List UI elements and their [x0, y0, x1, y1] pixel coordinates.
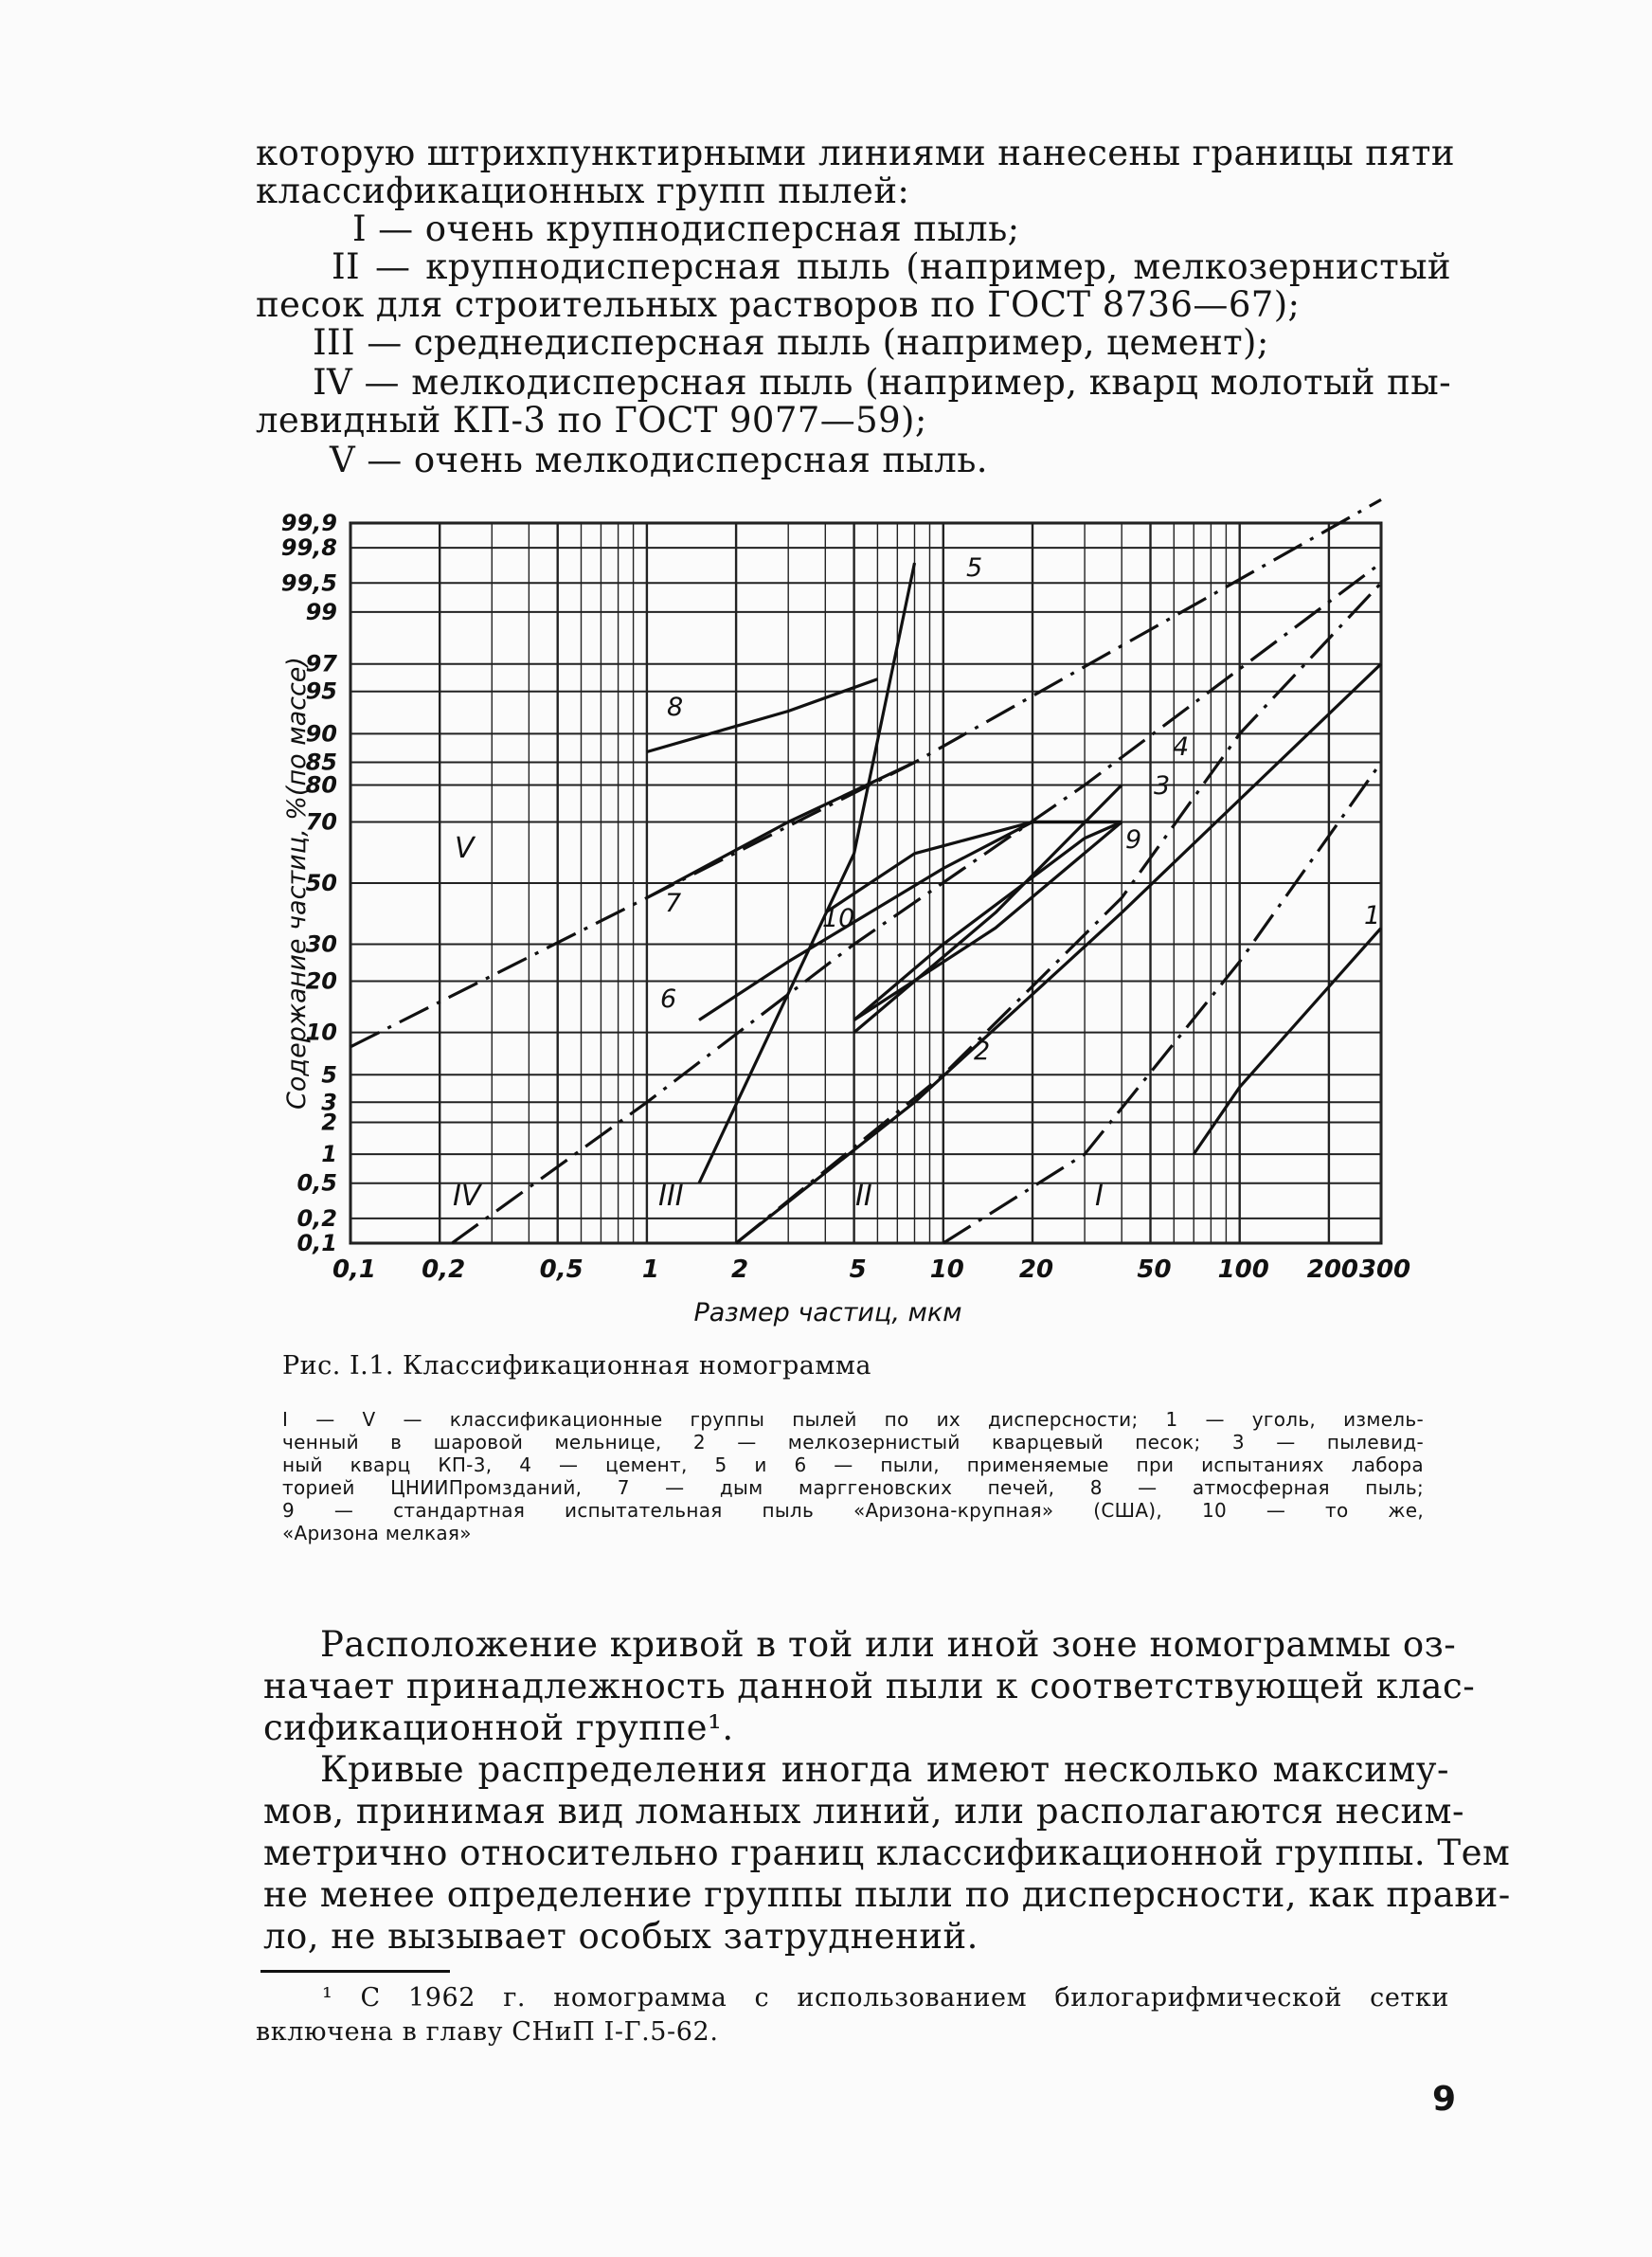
x-tick-label: 10	[929, 1255, 964, 1284]
curve-label-1: 1	[1364, 901, 1381, 930]
x-tick-label: 0,1	[332, 1255, 377, 1284]
footnote-line-2: включена в главу СНиП I-Г.5-62.	[256, 2017, 719, 2047]
x-axis-label: Размер частиц, мкм	[693, 1298, 962, 1327]
nomogram-chart	[0, 493, 1652, 1345]
curve-label-2: 2	[974, 1037, 991, 1066]
curves	[647, 563, 1381, 1243]
zone-label-IV: IV	[453, 1180, 481, 1213]
curve-2	[736, 664, 1381, 1243]
legend-line-3: ный кварц КП-3, 4 — цемент, 5 и 6 — пыли, применяемые при испытаниях лабора	[282, 1454, 1424, 1476]
curve-label-8: 8	[667, 693, 684, 722]
group-2-text-b: песок для строительных растворов по ГОСТ 8736—67);	[256, 284, 1301, 325]
legend-line-5: 9 — стандартная испытательная пыль «Аризона-крупная» (США), 10 — то же,	[282, 1499, 1424, 1522]
y-tick-label: 90	[305, 720, 337, 748]
footnote-rule	[260, 1970, 450, 1973]
paragraph-2-line-1: Кривые распределения иногда имеют несколько максиму-	[320, 1749, 1449, 1790]
y-tick-label: 2	[321, 1109, 337, 1136]
curve-label-10: 10	[822, 904, 855, 933]
y-tick-label: 99,9	[280, 510, 337, 536]
grid	[350, 523, 1381, 1243]
intro-line-1: которую штрихпунктирными линиями нанесены границы пяти	[256, 133, 1455, 173]
y-tick-label: 3	[321, 1089, 337, 1116]
curve-1	[1194, 928, 1381, 1154]
figure-caption-title: Рис. I.1. Классификационная номограмма	[282, 1351, 871, 1381]
paragraph-2-line-2: мов, принимая вид ломаных линий, или располагаются несим-	[263, 1791, 1464, 1832]
zone-label-I: I	[1095, 1180, 1104, 1213]
intro-line-2: классификационных групп пылей:	[256, 171, 910, 211]
y-tick-label: 99,8	[280, 534, 337, 562]
x-tick-label: 0,5	[539, 1255, 584, 1284]
paragraph-2-line-3: метрично относительно границ классификационной группы. Тем	[263, 1833, 1511, 1873]
page-number: 9	[1432, 2080, 1457, 2119]
curve-6	[699, 822, 1122, 1020]
curve-5	[699, 563, 915, 1183]
x-tick-label: 0,2	[422, 1255, 466, 1284]
x-tick-label: 100	[1217, 1255, 1269, 1284]
curve-label-3: 3	[1154, 771, 1171, 801]
y-tick-label: 0,2	[296, 1204, 337, 1232]
legend-line-1: I — V — классификационные группы пылей по их дисперсности; 1 — уголь, измель-	[282, 1408, 1424, 1431]
chart-labels	[282, 553, 1380, 1327]
y-tick-label: 0,1	[296, 1230, 337, 1256]
paragraph-1-line-3: сификационной группе¹.	[263, 1707, 734, 1748]
zone-label-V: V	[455, 832, 475, 865]
y-tick-label: 30	[305, 930, 337, 958]
group-1-text: I — очень крупнодисперсная пыль;	[352, 208, 1020, 249]
y-tick-label: 0,5	[296, 1169, 337, 1197]
group-5-text: V — очень мелкодисперсная пыль.	[330, 440, 988, 480]
x-tick-label: 200	[1306, 1255, 1359, 1284]
x-tick-label: 20	[1018, 1255, 1054, 1284]
y-tick-label: 99	[305, 598, 337, 625]
zone-label-II: II	[855, 1180, 872, 1213]
paragraph-2-line-5: ло, не вызывает особых затруднений.	[263, 1916, 979, 1957]
y-tick-label: 20	[305, 967, 337, 995]
curve-label-5: 5	[966, 553, 983, 583]
curve-label-6: 6	[660, 984, 677, 1014]
legend-line-6: «Аризона мелкая»	[282, 1522, 472, 1544]
footnote-line-1: ¹ С 1962 г. номограмма с использованием билогарифмической сетки	[322, 1983, 1449, 2013]
curve-label-7: 7	[665, 889, 682, 918]
paragraph-1-line-1: Расположение кривой в той или иной зоне номограммы оз-	[320, 1624, 1457, 1665]
x-tick-label: 5	[849, 1255, 867, 1284]
paragraph-1-line-2: начает принадлежность данной пыли к соответствующей клас-	[263, 1666, 1476, 1706]
zone-boundary-line	[452, 563, 1381, 1243]
x-tick-label: 300	[1358, 1255, 1411, 1284]
x-tick-label: 50	[1137, 1255, 1172, 1284]
group-4-text-a: IV — мелкодисперсная пыль (например, кварц молотый пы-	[313, 362, 1451, 403]
legend-line-2: ченный в шаровой мельнице, 2 — мелкозернистый кварцевый песок; 3 — пылевид-	[282, 1431, 1424, 1454]
legend-line-4: торией ЦНИИПромзданий, 7 — дым марггеновских печей, 8 — атмосферная пыль;	[282, 1476, 1424, 1499]
paragraph-2-line-4: не менее определение группы пыли по дисперсности, как прави-	[263, 1874, 1511, 1915]
y-tick-label: 1	[321, 1141, 337, 1168]
curve-10	[825, 822, 1122, 913]
y-tick-label: 97	[305, 650, 337, 677]
y-tick-label: 5	[321, 1061, 337, 1089]
y-tick-label: 99,5	[280, 569, 337, 597]
curve-label-4: 4	[1173, 732, 1190, 762]
group-2-text-a: II — крупнодисперсная пыль (например, мелкозернистый	[332, 246, 1451, 287]
group-3-text: III — среднедисперсная пыль (например, цемент);	[313, 322, 1269, 363]
zone-label-III: III	[658, 1180, 684, 1213]
y-tick-label: 50	[305, 870, 337, 896]
x-tick-label: 2	[731, 1255, 749, 1284]
y-tick-label: 95	[305, 677, 337, 705]
axis-ticks	[281, 510, 1410, 1284]
x-tick-label: 1	[641, 1255, 659, 1284]
curve-label-9: 9	[1125, 825, 1142, 855]
y-tick-label: 70	[305, 808, 337, 836]
y-tick-label: 10	[305, 1019, 337, 1046]
group-4-text-b: левидный КП-3 по ГОСТ 9077—59);	[256, 400, 927, 441]
y-tick-label: 85	[305, 749, 337, 776]
y-tick-label: 80	[305, 771, 337, 799]
y-axis-label: Содержание частиц, %(по массе)	[282, 657, 312, 1110]
